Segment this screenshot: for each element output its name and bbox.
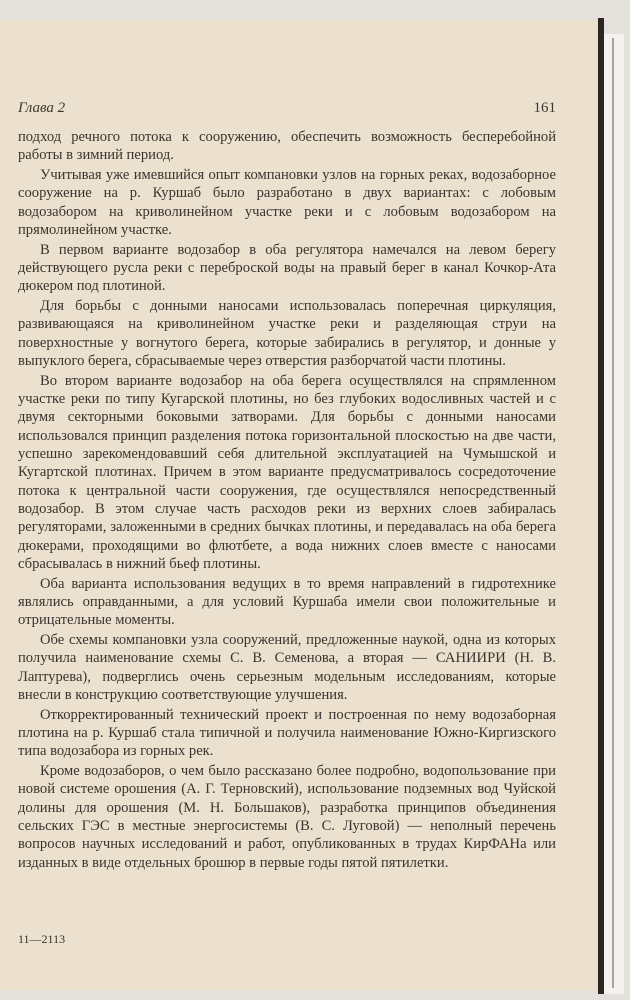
body-text <box>18 128 556 873</box>
paragraph: Кроме водозаборов, о чем было рассказано более подробно, водопользование при новой системе орошения (А. Г. Терновский), использование подземных вод Чуйской долины для орошения (М. Н. Большаков), разработка принципов объединения сельских ГЭС в местные энергосистемы (В. С. Луговой) — неполный перечень вопросов научных исследований и работ, опубликованных в трудах КирФАНа или изданных в виде отдельных брошюр в первые годы пятой пятилетки. <box>18 763 556 871</box>
paragraph: Для борьбы с донными наносами использовалась поперечная циркуляция, развивающаяся на криволинейном участке реки и разделяющая струи на поверхностные у вогнутого берега, которые забирались в регулятор, и донные у выпуклого берега, сбрасываемые через отверстия разборчатой части плотины. <box>18 298 556 370</box>
paragraph: Во втором варианте водозабор на оба берега осуществлялся на спрямленном участке реки по типу Кугарской плотины, но без глубоких водосливных частей и с двумя секторными боковыми затворами. Для борьбы с донными наносами использовался принцип разделения потока горизонтальной плоскостью на две части, успешно зарекомендовавший себя длительной эксплуатацией на Чумышской и Кугартской плотинах. Причем в этом варианте предусматривалось сосредоточение потока к центральной части сооружения, где осуществлялся непосредственный водозабор. В этом случае часть расходов реки из верхних слоев забиралась регуляторами, заложенными в средних бычках плотины, и передавалась на оба берега дюкерами, проходящими во флютбете, а вода нижних слоев вместе с наносами сбрасывалась в нижний бьеф плотины. <box>18 372 556 572</box>
page-number: 161 <box>533 100 556 116</box>
paragraph: Оба варианта использования ведущих в то время направлений в гидротехнике являлись оправданными, а для условий Куршаба имели свои положительные и отрицательные моменты. <box>18 575 556 629</box>
facing-page-edge <box>604 34 624 994</box>
paragraph: Откорректированный технический проект и построенная по нему водозаборная плотина на р. Куршаб стала типичной и получила наименование Южно-Киргизского типа водозабора из горных рек. <box>18 706 556 760</box>
paragraph: Учитывая уже имевшийся опыт компановки узлов на горных реках, водозаборное сооружение на р. Куршаб было разработано в двух вариантах: с лобовым водозабором на криволинейном участке реки и с лобовым водозабором на прямолинейном участке. <box>18 167 556 238</box>
paragraph: подход речного потока к сооружению, обеспечить возможность бесперебойной работы в зимний период. <box>18 129 556 164</box>
paragraph: В первом варианте водозабор в оба регулятора намечался на левом берегу действующего русла реки с переброской воды на правый берег в канал Кочкор-Ата дюкером под плотиной. <box>18 241 556 295</box>
printer-signature: 11—2113 <box>18 932 66 946</box>
running-head <box>18 100 556 118</box>
chapter-title: Глава 2 <box>18 100 66 116</box>
paragraph: Обе схемы компановки узла сооружений, предложенные наукой, одна из которых получила наименование схемы С. В. Семенова, а вторая — САНИИРИ (Н. В. Лаптурева), подверглись очень серьезным модельным исследованиям, которые внесли в конструкцию соответствующие улучшения. <box>18 632 556 703</box>
facing-page-edge-line <box>612 38 614 988</box>
